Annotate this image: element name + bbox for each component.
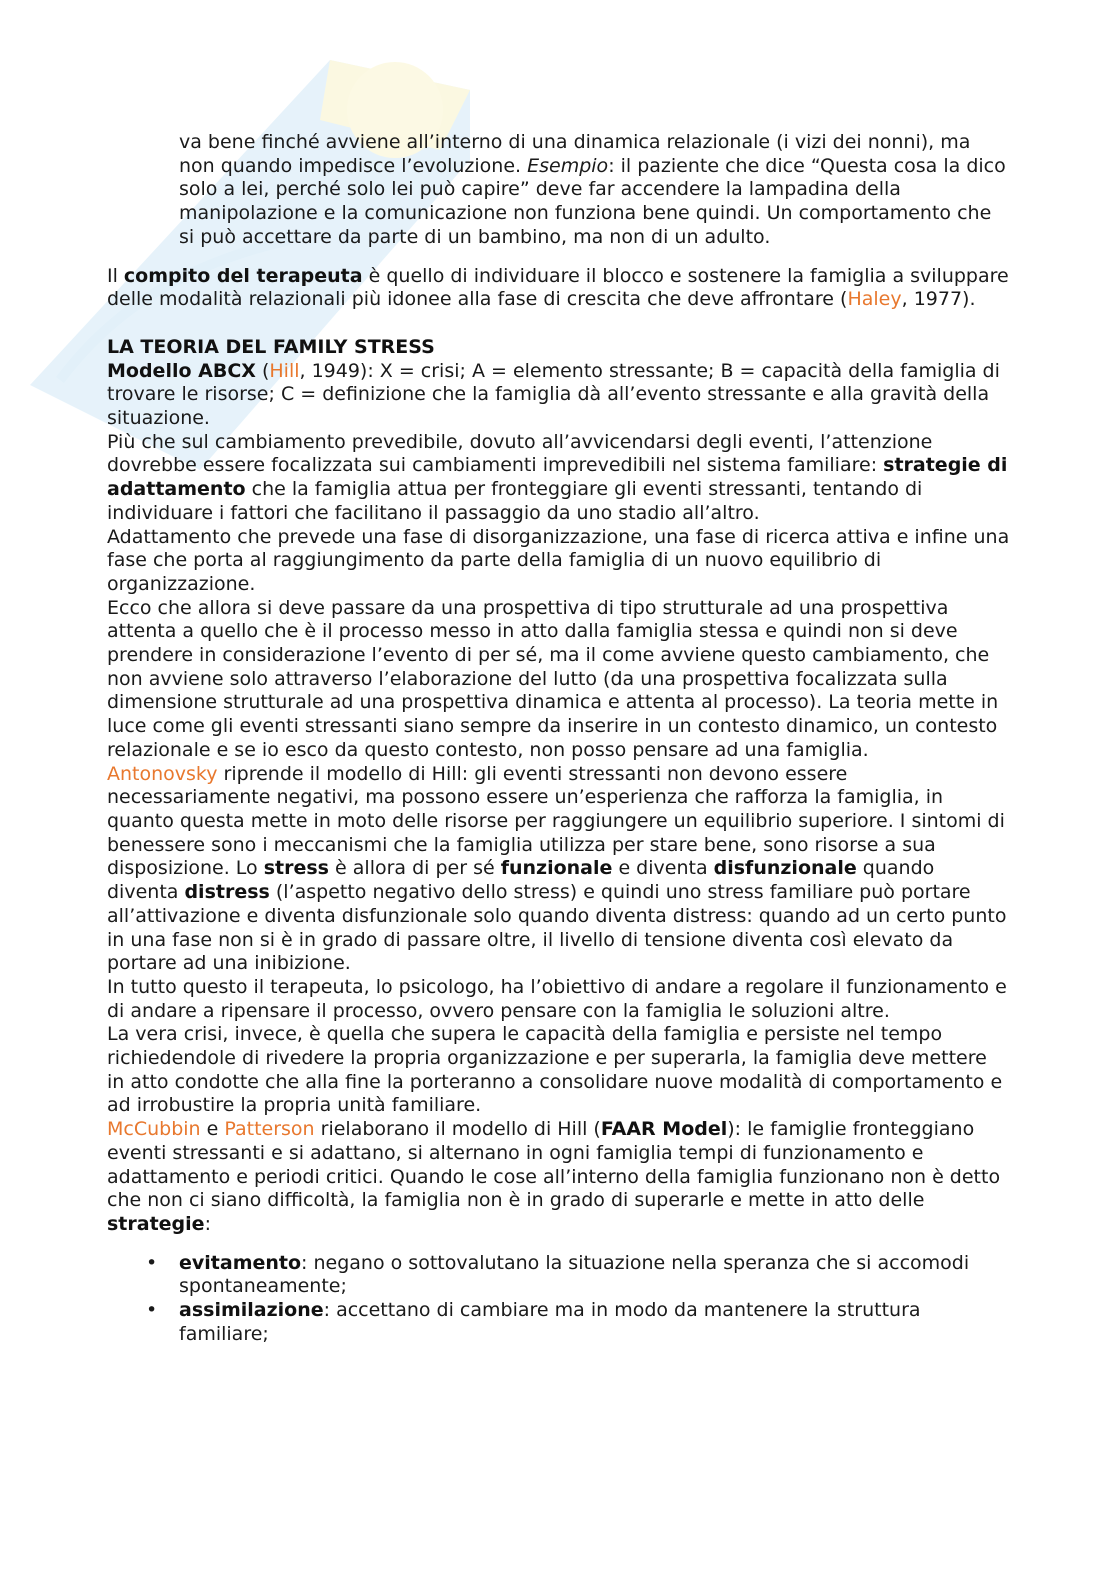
paragraph-continuation: va bene finché avviene all’interno di una dinamica relazionale (i vizi dei nonni), ma non quando impedisce l’evoluzione. Esempio: il paziente che dice “Questa cosa la dico solo a lei, perché solo lei può capire” deve far accendere la lampadina della manipolazione e la comunicazione non funziona bene quindi. Un comportamento che si può accettare da parte di un bambino, ma non di un adulto. (179, 131, 1006, 248)
paragraph-compito-terapeuta: Il compito del terapeuta è quello di individuare il blocco e sostenere la famiglia a sviluppare delle modalità relazionali più idonee alla fase di crescita che deve affrontare (Haley, 1977). (107, 264, 1009, 311)
paragraph-antonovsky: Antonovsky riprende il modello di Hill: gli eventi stressanti non devono essere necessariamente negativi, ma possono essere un’esperienza che rafforza la famiglia, in quanto questa mette in moto delle risorse per raggiungere un equilibrio superiore. I sintomi di benessere sono i meccanismi che la famiglia utilizza per stare bene, sono risorse a sua disposizione. Lo stress è allora di per sé funzionale e diventa disfunzionale quando diventa distress (l’aspetto negativo dello stress) e quindi uno stress familiare può portare all’attivazione e diventa disfunzionale solo quando diventa distress: quando ad un certo punto in una fase non si è in grado di passare oltre, il livello di tensione diventa così elevato da portare ad una inibizione. (107, 762, 1007, 975)
reference-antonovsky[interactable]: Antonovsky (107, 762, 218, 785)
paragraph-terapeuta-obiettivo: In tutto questo il terapeuta, lo psicologo, ha l’obiettivo di andare a regolare il funzionamento e di andare a ripensare il processo, ovvero pensare con la famiglia le soluzioni altre. (107, 975, 1007, 1022)
paragraph-modello-abcx: Modello ABCX (Hill, 1949): X = crisi; A = elemento stressante; B = capacità della famiglia di trovare le risorse; C = definizione che la famiglia dà all’evento stressante e alla gravità della situazione. (107, 359, 1000, 430)
section-heading: LA TEORIA DEL FAMILY STRESS (107, 335, 435, 358)
strategies-list (0, 1252, 1009, 1347)
paragraph-prospettiva: Ecco che allora si deve passare da una prospettiva di tipo strutturale ad una prospettiva attenta a quello che è il processo messo in atto dalla famiglia stessa e quindi non si deve prendere in considerazione l’evento di per sé, ma il come avviene questo cambiamento, che non avviene solo attraverso l’elaborazione del lutto (da una prospettiva focalizzata sulla dimensione strutturale ad una prospettiva dinamica e attenta al processo). La teoria mette in luce come gli eventi stressanti siano sempre da inserire in un contesto dinamico, un contesto relazionale e se io esco da questo contesto, non posso pensare ad una famiglia. (107, 596, 999, 761)
list-item: • evitamento: negano o sottovalutano la situazione nella speranza che si accomodi spontaneamente; (146, 1251, 970, 1298)
bullet-icon: • (146, 1299, 158, 1322)
reference-patterson[interactable]: Patterson (224, 1118, 315, 1141)
paragraph-adattamento: Adattamento che prevede una fase di disorganizzazione, una fase di ricerca attiva e infine una fase che porta al raggiungimento da parte della famiglia di un nuovo equilibrio di organizzazione. (107, 525, 1010, 595)
list-item: • assimilazione: accettano di cambiare ma in modo da mantenere la struttura familiare; (146, 1299, 921, 1345)
paragraph-faar-model: McCubbin e Patterson rielaborano il modello di Hill (FAAR Model): le famiglie fronteggiano eventi stressanti e si adattano, si alternano in ogni famiglia tempi di funzionamento e adattamento e periodi critici. Quando le cose all’interno della famiglia funzionano non è detto che non ci siano difficoltà, la famiglia non è in grado di superarle e mette in atto delle strategie: (107, 1118, 1001, 1235)
paragraph-vera-crisi: La vera crisi, invece, è quella che supera le capacità della famiglia e persiste nel tempo richiedendole di rivedere la propria organizzazione e per superarla, la famiglia deve mettere in atto condotte che alla fine la porteranno a consolidare nuove modalità di comportamento e ad irrobustire la propria unità familiare. (107, 1023, 1003, 1117)
reference-haley[interactable]: Haley (847, 288, 902, 311)
reference-mccubbin[interactable]: McCubbin (107, 1118, 201, 1141)
bullet-icon: • (146, 1251, 158, 1274)
paragraph-strategie-adattamento: Più che sul cambiamento prevedibile, dovuto all’avvicendarsi degli eventi, l’attenzione dovrebbe essere focalizzata sui cambiamenti imprevedibili nel sistema familiare: strategie di adattamento che la famiglia attua per fronteggiare gli eventi stressanti, tentando di individuare i fattori che facilitano il passaggio da uno stadio all’altro. (107, 430, 1008, 524)
reference-hill[interactable]: Hill (269, 359, 300, 382)
